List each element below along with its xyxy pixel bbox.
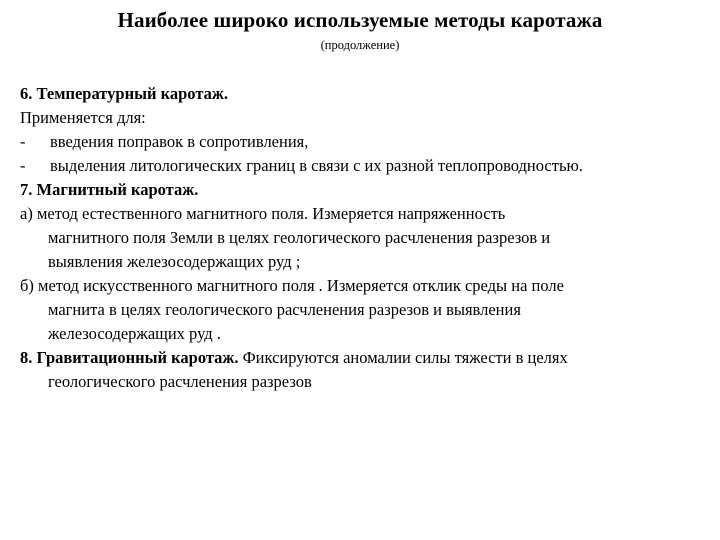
section-6-bullet-1 [20,130,700,154]
bullet-text: введения поправок в сопротивления, [50,132,309,151]
slide-subtitle: (продолжение) [320,38,400,52]
section-7b-line-3: железосодержащих руд . [48,324,221,343]
section-8-line-2: геологического расчленения разрезов [48,372,312,391]
section-7a-line-3: выявления железосодержащих руд ; [48,252,301,271]
section-7b-line-1: б) метод искусственного магнитного поля . Измеряется отклик среды на поле [20,276,564,295]
bullet-text: выделения литологических границ в связи с их разной теплопроводностью. [50,156,583,175]
section-6-heading-line [20,82,700,106]
section-7a-line-1: а) метод естественного магнитного поля. Измеряется напряженность [20,204,506,223]
bullet-dash: - [20,132,26,151]
section-8-heading: 8. Гравитационный каротаж. [20,348,239,367]
section-7b-line-2: магнита в целях геологического расчленения разрезов и выявления [48,300,521,319]
section-7a-line-2: магнитного поля Земли в целях геологического расчленения разрезов и [48,228,551,247]
bullet-dash: - [20,156,26,175]
section-8-line-1 [20,346,700,370]
section-6-heading: 6. Температурный каротаж. [20,84,228,103]
section-6-intro: Применяется для: [20,108,146,127]
section-8-text: Фиксируются аномалии силы тяжести в целях [238,348,568,367]
slide-content [20,82,700,394]
section-6-bullet-2 [20,154,700,178]
slide-title: Наиболее широко используемые методы каротажа [117,8,603,32]
section-7-heading: 7. Магнитный каротаж. [20,180,199,199]
section-7-heading-line [20,178,700,202]
